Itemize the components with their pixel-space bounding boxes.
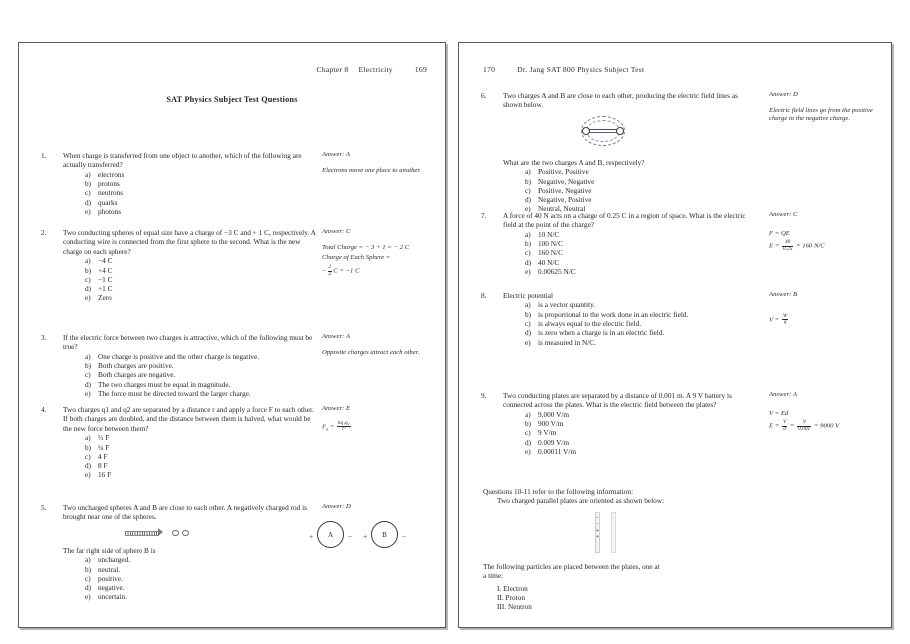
right-running-head bbox=[483, 65, 644, 74]
choice-text: +4 C bbox=[98, 265, 113, 275]
choice-a[interactable]: a) is a vector quantity. bbox=[525, 300, 596, 310]
choice-d[interactable]: d) +1 C bbox=[85, 284, 113, 294]
answer-1 bbox=[322, 151, 440, 175]
choice-d[interactable]: d) quarks bbox=[85, 197, 118, 207]
choice-d[interactable]: d) negative. bbox=[85, 583, 125, 593]
choice-e[interactable]: e) Zero bbox=[85, 293, 112, 303]
question-stem: Two charges q1 and q2 are separated by a distance r and apply a force F to each other. If both charges are doubled, and the distance between them is halved, what would be the new force between them? bbox=[63, 405, 314, 433]
choice-text: −4 C bbox=[98, 256, 113, 266]
dipole-field-lines-figure bbox=[581, 116, 758, 152]
particle-item-electron: I. Electron bbox=[497, 583, 528, 593]
choice-b[interactable]: b) Negative, Negative bbox=[525, 176, 595, 186]
shared-after-line-2: a time: bbox=[483, 571, 504, 581]
rod-icon bbox=[125, 531, 159, 536]
running-head-chapter: Chapter 8 bbox=[316, 65, 349, 74]
answer-label: Answer: C bbox=[322, 228, 351, 235]
choice-text: 0.00625 N/C bbox=[538, 267, 576, 276]
choice-text: Positive, Positive bbox=[538, 167, 589, 177]
sphere-b: B bbox=[371, 521, 398, 548]
shared-intro-line-1: Questions 10-11 refer to the following information: bbox=[483, 487, 634, 496]
choice-text: is measured in N/C. bbox=[538, 337, 596, 347]
choice-a[interactable]: a) 9,000 V/m bbox=[525, 409, 570, 419]
question-substem: What are the two charges A and B, respectively? bbox=[503, 157, 645, 167]
question-number: 1. bbox=[41, 151, 47, 160]
choice-text: 900 V/m bbox=[538, 419, 564, 429]
choice-text: Positive, Negative bbox=[538, 185, 592, 195]
choice-text: quarks bbox=[98, 197, 118, 207]
answer-equation-each: − $\frac{2}{2}$ C = −1 C bbox=[322, 263, 360, 277]
choice-text: neutrons bbox=[98, 188, 124, 198]
answer-equation-each-label: Charge of Each Sphere = bbox=[322, 254, 391, 262]
choice-text: ¼ F bbox=[98, 442, 110, 452]
answer-note: Electrons move one place to another. bbox=[322, 166, 421, 174]
question-stem: Electric potential bbox=[503, 291, 554, 300]
choice-text: The force must be directed toward the larger charge. bbox=[98, 389, 251, 398]
question-number: 6. bbox=[481, 91, 487, 100]
choice-text: neutral. bbox=[98, 564, 121, 574]
choice-list bbox=[503, 410, 758, 456]
choice-list bbox=[63, 433, 318, 479]
rod-tip-icon bbox=[158, 528, 163, 536]
choice-c[interactable]: c) 160 N/C bbox=[525, 248, 563, 258]
choice-e[interactable]: e) 0.00625 N/C bbox=[525, 267, 576, 276]
answer-label: Answer: D bbox=[322, 503, 351, 510]
choice-text: is proportional to the work done in an electric field. bbox=[538, 309, 689, 319]
small-sphere-icon bbox=[172, 530, 179, 536]
choice-text: Both charges are negative. bbox=[98, 370, 176, 380]
plate-mark: − bbox=[595, 521, 600, 528]
particle-item-neutron: III. Neutron bbox=[497, 602, 532, 612]
choice-b[interactable]: b) +4 C bbox=[85, 265, 113, 275]
answer-equation-field: E = $\frac{40}{0.25}$ = 160 N/C bbox=[769, 239, 825, 253]
choice-c[interactable]: c) is always equal to the electric field. bbox=[525, 319, 642, 328]
choice-b[interactable]: b) protons bbox=[85, 179, 120, 189]
choice-a[interactable]: a) electrons bbox=[85, 169, 125, 179]
question-substem: The far right side of sphere B is bbox=[63, 545, 156, 555]
shared-intro-line-2: Two charged parallel plates are oriented as shown below: bbox=[497, 496, 665, 506]
choice-text: positive. bbox=[98, 573, 123, 583]
choice-text: Negative, Negative bbox=[538, 176, 595, 186]
choice-d[interactable]: d) is zero when a charge is in an electric field. bbox=[525, 328, 665, 338]
choice-text: +1 C bbox=[98, 284, 113, 294]
choice-list bbox=[63, 352, 318, 398]
plate-mark: + bbox=[595, 534, 600, 541]
answer-label: Answer: A bbox=[322, 151, 350, 158]
question-number: 8. bbox=[481, 291, 487, 300]
choice-c[interactable]: c) positive. bbox=[85, 573, 123, 583]
choice-text: 0.009 V/m bbox=[538, 437, 570, 447]
question-number: 5. bbox=[41, 503, 47, 512]
choice-text: −1 C bbox=[98, 274, 113, 284]
choice-text: One charge is positive and the other charge is negative. bbox=[98, 351, 260, 361]
choice-text: 4 F bbox=[98, 451, 108, 461]
right-page-number: 170 bbox=[483, 65, 496, 74]
running-head-topic: Electricity bbox=[358, 65, 393, 74]
choice-text: 160 N/C bbox=[538, 248, 563, 258]
choice-text: Zero bbox=[98, 293, 112, 303]
choice-c[interactable]: c) 4 F bbox=[85, 451, 108, 461]
answer-equation-field: E = $\frac{V}{d}$ = $\frac{9}{0.001}$ = 9000 V bbox=[769, 419, 840, 433]
choice-a[interactable]: a) One charge is positive and the other charge is negative. bbox=[85, 351, 260, 361]
plate-dot: · bbox=[612, 515, 615, 521]
choice-text: 10 N/C bbox=[538, 229, 560, 239]
particle-list bbox=[483, 584, 745, 612]
answer-equation-force: F = QE bbox=[769, 229, 790, 237]
question-number: 7. bbox=[481, 211, 487, 220]
choice-text: 40 N/C bbox=[538, 257, 560, 267]
charge-a-icon bbox=[582, 127, 590, 135]
choice-text: photons bbox=[98, 207, 122, 216]
question-stem: A force of 40 N acts on a charge of 0.25 C in a region of space. What is the electric field at the point of the charge? bbox=[503, 211, 746, 230]
question-number: 4. bbox=[41, 405, 47, 414]
answer-9 bbox=[769, 391, 887, 433]
choice-list bbox=[63, 256, 318, 302]
sign-minus-b: − bbox=[402, 532, 407, 541]
plate-dot: · bbox=[612, 528, 615, 534]
plate-dot: · bbox=[612, 534, 615, 540]
choice-e[interactable]: e) The force must be directed toward the larger charge. bbox=[85, 389, 251, 398]
question-stem: Two uncharged spheres A and B are close to each other. A negatively charged rod is brought near one of the spheres. bbox=[63, 503, 307, 522]
choice-a[interactable]: a) 10 N/C bbox=[525, 229, 560, 239]
answer-label: Answer: B bbox=[769, 291, 798, 298]
answer-note: Opposite charges attract each other. bbox=[322, 348, 420, 356]
question-stem: Two conducting spheres of equal size have a charge of −3 C and + 1 C, respectively. A conducting wire is connected from the first sphere to the second. What is the new charge on each sphere? bbox=[63, 228, 316, 256]
choice-list bbox=[503, 230, 758, 276]
choice-d[interactable]: d) 40 N/C bbox=[525, 257, 560, 267]
plate-dot: · bbox=[612, 540, 615, 546]
choice-e[interactable]: e) photons bbox=[85, 207, 122, 216]
choice-a[interactable]: a) ½ F bbox=[85, 433, 110, 443]
left-running-head bbox=[317, 65, 428, 74]
charge-b-icon bbox=[616, 127, 624, 135]
answer-5 bbox=[322, 503, 440, 512]
plate-dot: · bbox=[612, 522, 615, 528]
answer-label: Answer: E bbox=[322, 405, 351, 412]
choice-e[interactable]: e) 0.00011 V/m bbox=[525, 447, 577, 456]
answer-label: Answer: A bbox=[769, 391, 797, 398]
choice-list bbox=[63, 170, 318, 216]
choice-c[interactable]: c) Positive, Negative bbox=[525, 185, 592, 195]
choice-text: Both charges are positive. bbox=[98, 361, 174, 371]
choice-text: electrons bbox=[98, 169, 125, 179]
particle-item-proton: II. Proton bbox=[497, 593, 525, 603]
choice-text: 16 F bbox=[98, 470, 112, 480]
choice-a[interactable]: a) −4 C bbox=[85, 256, 113, 266]
sign-minus-a: − bbox=[348, 532, 353, 541]
shared-information-block bbox=[483, 487, 881, 612]
choice-text: 8 F bbox=[98, 461, 108, 471]
choice-b[interactable]: b) neutral. bbox=[85, 564, 121, 574]
shared-after-line-1: The following particles are placed between the plates, one at bbox=[483, 561, 660, 571]
choice-e[interactable]: e) 16 F bbox=[85, 470, 112, 480]
answer-equation-potential: V = $\frac{W}{q}$ bbox=[769, 312, 788, 326]
choice-text: 100 N/C bbox=[538, 239, 563, 249]
plate-mark: + bbox=[595, 527, 600, 534]
sign-plus-a: + bbox=[309, 532, 314, 541]
choice-d[interactable]: d) 0.009 V/m bbox=[525, 437, 570, 447]
choice-text: The two charges must be equal in magnitude. bbox=[98, 379, 231, 389]
answer-3 bbox=[322, 333, 440, 357]
sphere-a: A bbox=[317, 521, 344, 548]
answer-equation-coulomb: $F_e$ = $\frac{\text{kq₁q₂}}{\text{r²}}$ bbox=[322, 419, 350, 433]
question-number: 3. bbox=[41, 333, 47, 342]
question-stem: Two charges A and B are close to each other, producing the electric field lines as shown below. bbox=[503, 91, 738, 110]
answer-7 bbox=[769, 211, 887, 253]
choice-a[interactable]: a) uncharged. bbox=[85, 555, 131, 565]
choice-d[interactable]: d) Negative, Positive bbox=[525, 195, 592, 205]
choice-text: 9 V/m bbox=[538, 428, 557, 438]
answer-8 bbox=[769, 291, 887, 326]
answer-label: Answer: C bbox=[769, 211, 798, 218]
plate-charge-marks bbox=[595, 515, 600, 550]
question-stem: When charge is transferred from one object to another, which of the following are actually transferred? bbox=[63, 151, 302, 170]
right-page bbox=[458, 42, 892, 628]
small-sphere-icon bbox=[182, 530, 189, 536]
choice-text: protons bbox=[98, 179, 120, 189]
question-stem: If the electric force between two charges is attractive, which of the following must be true? bbox=[63, 333, 313, 352]
plate-dot-marks bbox=[611, 516, 616, 549]
book-title: Dr. Jang SAT 800 Physics Subject Test bbox=[517, 65, 645, 74]
parallel-plates-figure bbox=[595, 512, 745, 560]
choice-list bbox=[503, 167, 758, 213]
choice-list bbox=[503, 300, 758, 346]
choice-text: is a vector quantity. bbox=[538, 300, 596, 310]
choice-e[interactable]: e) is measured in N/C. bbox=[525, 337, 596, 347]
answer-equation-voltage: V = Ed bbox=[769, 409, 789, 417]
choice-c[interactable]: c) −1 C bbox=[85, 274, 113, 284]
choice-b[interactable]: b) 900 V/m bbox=[525, 419, 564, 429]
charged-rod-figure bbox=[125, 526, 318, 544]
answer-4 bbox=[322, 405, 440, 435]
two-spheres-figure bbox=[309, 521, 439, 555]
choice-b[interactable]: b) Both charges are positive. bbox=[85, 361, 174, 371]
left-page bbox=[18, 42, 446, 628]
left-page-number: 169 bbox=[414, 65, 427, 74]
choice-list bbox=[63, 555, 318, 601]
choice-c[interactable]: c) Both charges are negative. bbox=[85, 370, 176, 380]
answer-note: Electric field lines go from the positive charge to the negative charge. bbox=[769, 106, 873, 123]
choice-text: 9,000 V/m bbox=[538, 409, 570, 419]
answer-equation-total: Total Charge = − 3 + 1 = − 2 C bbox=[322, 243, 410, 251]
choice-text: is always equal to the electric field. bbox=[538, 319, 642, 328]
choice-text: uncertain. bbox=[98, 592, 127, 602]
page-title: SAT Physics Subject Test Questions bbox=[166, 95, 298, 104]
choice-a[interactable]: a) Positive, Positive bbox=[525, 167, 589, 177]
choice-text: uncharged. bbox=[98, 555, 131, 565]
answer-label: Answer: D bbox=[769, 91, 798, 98]
choice-b[interactable]: b) 100 N/C bbox=[525, 239, 563, 249]
choice-text: negative. bbox=[98, 583, 125, 593]
question-stem: Two conducting plates are separated by a distance of 0.001 m. A 9 V battery is connected across the plates. What is the electric field between the plates? bbox=[503, 391, 732, 410]
choice-b[interactable]: b) is proportional to the work done in an electric field. bbox=[525, 309, 689, 319]
sign-plus-b: + bbox=[363, 532, 368, 541]
plate-mark: − bbox=[595, 514, 600, 521]
choice-text: is zero when a charge is in an electric field. bbox=[538, 328, 665, 338]
question-number: 2. bbox=[41, 228, 47, 237]
choice-d[interactable]: d) 8 F bbox=[85, 461, 108, 471]
choice-text: Neutral, Neutral bbox=[538, 204, 586, 214]
choice-e[interactable]: e) Neutral, Neutral bbox=[525, 204, 586, 214]
choice-c[interactable]: c) neutrons bbox=[85, 188, 124, 198]
answer-6 bbox=[769, 91, 887, 124]
question-number: 9. bbox=[481, 391, 487, 400]
choice-text: ½ F bbox=[98, 433, 110, 443]
choice-text: 0.00011 V/m bbox=[538, 447, 577, 456]
choice-d[interactable]: d) The two charges must be equal in magnitude. bbox=[85, 379, 231, 389]
answer-2 bbox=[322, 228, 440, 277]
choice-c[interactable]: c) 9 V/m bbox=[525, 428, 557, 438]
answer-label: Answer: A bbox=[322, 333, 350, 340]
choice-e[interactable]: e) uncertain. bbox=[85, 592, 127, 602]
choice-b[interactable]: b) ¼ F bbox=[85, 442, 110, 452]
field-line-inner-icon bbox=[586, 120, 620, 142]
choice-text: Negative, Positive bbox=[538, 195, 592, 205]
